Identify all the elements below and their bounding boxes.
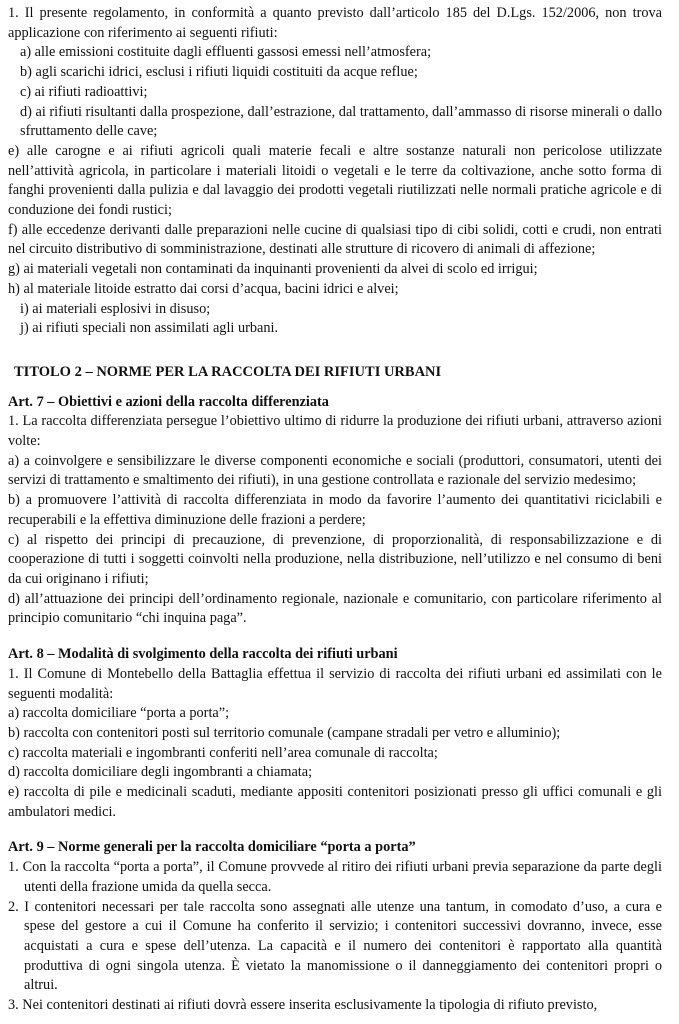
- intro-list: [8, 43, 662, 339]
- spacer: [8, 822, 662, 838]
- intro-item-e: e) alle carogne e ai rifiuti agricoli quali materie fecali e altre sostanze naturali non pericolose utilizzate nell’attività agricola, in particolare i materiali litoidi o vegetali e le terre da coltivazione, anche sotto forma di fanghi provenienti dalla pulizia e dal lavaggio dei prodotti vegetali riutilizzati nelle normali pratiche agricole e di conduzione dei fondi rustici;: [8, 142, 662, 219]
- section-title: TITOLO 2 – NORME PER LA RACCOLTA DEI RIFIUTI URBANI: [14, 363, 442, 380]
- intro-item-h: h) al materiale litoide estratto dai corsi d’acqua, bacini idrici e alvei;: [8, 280, 399, 297]
- article-8-item-b: b) raccolta con contenitori posti sul territorio comunale (campane stradali per vetro e alluminio);: [8, 724, 561, 741]
- intro-item-f: f) alle eccedenze derivanti dalle preparazioni nelle cucine di qualsiasi tipo di cibi solidi, cotti e crudi, non entrati nel circuito distributivo di somministrazione, destinati alle strutture di ricovero di animali di affezione;: [8, 221, 662, 258]
- intro-item-b: b) agli scarichi idrici, esclusi i rifiuti liquidi costituiti da acque reflue;: [20, 64, 418, 81]
- intro-item-i: i) ai materiali esplosivi in disuso;: [20, 300, 211, 317]
- intro-item-g: g) ai materiali vegetali non contaminati da inquinanti provenienti da alvei di scolo ed irrigui;: [8, 261, 538, 278]
- article-9-item-2: 2. I contenitori necessari per tale raccolta sono assegnati alle utenze una tantum, in comodato d’uso, a cura e spese del gestore a cui il Comune ha conferito il servizio; i contenitori successivi dovranno, invece, esse acquistati a cura e spese dell’utenza. La capacità e il numero dei contenitori è rapportato alla quantità produttiva di ogni singola utenza. È vietato la manomissione o il danneggiamento dei contenitori propri o altrui.: [8, 898, 662, 994]
- article-7-heading: Art. 7 – Obiettivi e azioni della raccolta differenziata: [8, 393, 329, 410]
- intro-item-c: c) ai rifiuti radioattivi;: [20, 83, 148, 100]
- article-8-item-a: a) raccolta domiciliare “porta a porta”;: [8, 705, 230, 722]
- article-7-item-b: b) a promuovere l’attività di raccolta differenziata in modo da favorire l’aumento dei quantitativi riciclabili e recuperabili e la effettiva diminuzione delle frazioni a perdere;: [8, 492, 662, 528]
- article-7-item-a: a) a coinvolgere e sensibilizzare le diverse componenti economiche e sociali (produttori, consumatori, utenti dei servizi di trattamento e smaltimento dei rifiuti), in una gestione controllata e razionale del servizio medesimo;: [8, 452, 662, 489]
- spacer: [8, 629, 662, 645]
- intro-item-j: j) ai rifiuti speciali non assimilati agli urbani.: [20, 320, 279, 337]
- intro-paragraph: 1. Il presente regolamento, in conformità a quanto previsto dall’articolo 185 del D.Lgs. 152/2006, non trova applicazione con riferimento ai seguenti rifiuti:: [8, 5, 662, 41]
- article-8-item-e: e) raccolta di pile e medicinali scaduti, mediante appositi contenitori posizionati presso gli uffici comunali e gli ambulatori medici.: [8, 784, 662, 820]
- article-9-item-1: 1. Con la raccolta “porta a porta”, il Comune provvede al ritiro dei rifiuti urbani previa separazione da parte degli utenti della frazione umida da quella secca.: [8, 859, 662, 895]
- article-9-heading: Art. 9 – Norme generali per la raccolta domiciliare “porta a porta”: [8, 839, 416, 856]
- spacer: [8, 339, 662, 363]
- article-7-item-c: c) al rispetto dei principi di precauzione, di prevenzione, di proporzionalità, di responsabilizzazione e di cooperazione di tutti i soggetti coinvolti nella produzione, nella distribuzione, nell’utilizzo e nel consumo di beni da cui originano i rifiuti;: [8, 531, 662, 587]
- article-8-paragraph: 1. Il Comune di Montebello della Battaglia effettua il servizio di raccolta dei rifiuti urbani ed assimilati con le seguenti modalità:: [8, 665, 662, 702]
- intro-item-a: a) alle emissioni costituite dagli effluenti gassosi emessi nell’atmosfera;: [20, 44, 432, 61]
- article-8-item-d: d) raccolta domiciliare degli ingombranti a chiamata;: [8, 764, 313, 781]
- article-7-item-d: d) all’attuazione dei principi dell’ordinamento regionale, nazionale e comunitario, con particolare riferimento al principio comunitario “chi inquina paga”.: [8, 590, 662, 627]
- article-8-heading: Art. 8 – Modalità di svolgimento della raccolta dei rifiuti urbani: [8, 646, 398, 663]
- document-page: [8, 4, 662, 1016]
- article-9-item-3: 3. Nei contenitori destinati ai rifiuti dovrà essere inserita esclusivamente la tipologia di rifiuto previsto,: [8, 997, 598, 1014]
- article-7-paragraph: 1. La raccolta differenziata persegue l’obiettivo ultimo di ridurre la produzione dei rifiuti urbani, attraverso azioni volte:: [8, 413, 662, 450]
- article-8-item-c: c) raccolta materiali e ingombranti conferiti nell’area comunale di raccolta;: [8, 744, 438, 761]
- spacer: [8, 383, 662, 393]
- intro-item-d: d) ai rifiuti risultanti dalla prospezione, dall’estrazione, dal trattamento, dall’ammasso di risorse minerali o dallo sfruttamento delle cave;: [20, 103, 662, 140]
